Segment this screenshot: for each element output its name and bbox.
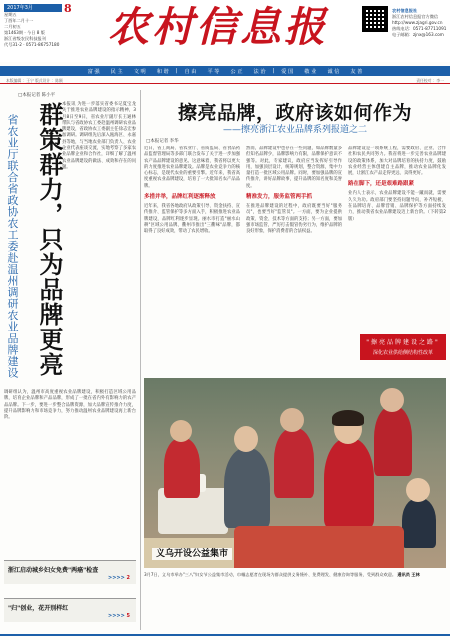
paragraph: 然而，品牌建设中也存在一些问题，如品牌数量多但知名品牌少，品牌影响力有限，品牌保护意识不强等。对此，专家建议，政府应当发挥好引导作用，加强顶层设计，统筹规划，整合资源，集中力量打造一批区域公用品牌。同时，要加强品牌的宣传推介，讲好品牌故事，提升品牌的知名度和美誉度。 [246,146,342,189]
arrow-icon: >>>> [108,613,125,619]
arrow-icon: >>>> [108,575,125,581]
value-item: 爱 国 [281,68,294,75]
value-item: 敬 业 [304,68,317,75]
site-name: 农村信息报社 [392,8,418,13]
left-subtitle: 省农业厅联合省政协农工委赴温州调研农业品牌建设 [6,114,19,379]
contact-line: 电子邮箱：zjnx@163.com [392,32,444,37]
promo-page-ref [108,613,130,619]
resident-figure [224,448,270,528]
separator: | [175,68,178,74]
child-figure [402,498,436,548]
masthead-line: 二月初五 [4,24,21,29]
volunteer-head [280,408,304,432]
value-item: 友 善 [350,68,363,75]
photo-note [144,572,446,578]
masthead-contact [392,8,448,38]
newspaper-logo: 农村信息报 [108,3,328,51]
core-values-bar [0,66,450,76]
value-item: 法 治 [253,68,266,75]
masthead-line: 代号31-2 · 0571-86757180 [4,42,60,47]
resident-head [234,426,258,452]
masthead-line: 浙江省级农民科技报刊 [4,36,46,41]
section-heading: 精准发力，服务监管两手抓 [246,194,313,201]
page-number: 8 [64,2,72,15]
proofreader-credit: 责任校对 ：李一 [416,78,444,83]
value-item: 诚 信 [327,68,340,75]
volunteer-head [170,420,192,442]
red-cloth [234,526,404,568]
contact-line: 热线电话：0571-87711091 [392,26,447,31]
volunteer-figure [274,428,314,498]
paragraph: 业内人士表示，农业品牌建设不能一蹴而就，需要久久为功。政府部门要坚持问题导向，补齐短板，在品牌培育、品牌营销、品牌保护等方面持续发力，推动我省农业品牌建设迈上新台阶。（下转第2版） [348,191,446,222]
left-body-continued: 调研组认为，温州市高度重视农业品牌建设，积极打造区域公用品牌，培育企业品牌和产品品牌，形成了一批在省内外有影响力的农产品品牌。下一步，要进一步整合品牌资源，加大品牌宣传推介力度，提升品牌影响力和市场竞争力，努力推动温州农业品牌建设再上新台阶。 [4,390,136,421]
banner-subtitle: 深化农业供给侧结构性改革 [372,350,433,356]
article-column-2 [246,146,342,346]
promo-title: "归"创业，花开别样红 [8,605,69,612]
main-headline: 擦亮品牌，政府该如何作为 [177,102,412,124]
news-photo [144,378,446,568]
promo-link-2[interactable] [4,598,136,622]
separator: | [272,68,275,74]
promo-page-ref [108,575,130,581]
column-divider [140,90,141,630]
section-heading: 路在脚下，还是艰难路跟紧 [348,181,415,188]
paragraph: 品牌建设是一项系统工程，需要政府、企业、合作社和农民共同努力。我省将进一步完善农业品牌建设的政策体系，加大对品牌培育的扶持力度，鼓励农业经营主体创建自主品牌，推动农业品牌化发展，让浙江农产品走得更远、卖得更好。 [348,146,446,177]
masthead-line: 星期五 [4,12,17,17]
left-headline: 群策群力，只为品牌更亮 [35,102,64,377]
editor-line [0,78,450,84]
volunteer-figure [164,438,200,498]
promo-page-number: 2 [126,575,130,581]
contact-line: http://www.zjagri.gov.cn [392,20,443,25]
article-column-1 [144,146,240,346]
section-heading: 多措并举，品牌红利逐渐释放 [144,194,216,201]
main-byline: □本报记者 李华 [146,139,179,144]
promo-page-number: 5 [126,613,130,619]
volunteer-hair [332,410,364,426]
issue-date: 2017年3月 [4,4,62,12]
value-item: 民 主 [110,68,123,75]
article-column-3 [348,146,446,366]
paragraph: 在推进品牌建设的过程中，政府既要当好"服务员"，也要当好"监管员"。一方面，要为企业提供政策、资金、技术等方面的支持；另一方面，要加强市场监管，严厉打击假冒伪劣行为，维护品牌的良好形象，保护消费者的合法权益。 [246,204,342,235]
volunteer-figure [374,406,412,476]
main-subtitle: ——擦亮浙江农业品牌系列报道之二 [222,125,367,135]
value-item: 公 正 [230,68,243,75]
value-item: 自 由 [184,68,197,75]
promo-title: 浙江启动城乡妇女免费"两癌"检查 [8,567,99,574]
editor-credit: 本版编辑 ：王宁 版式设计 ：陈颖 [6,78,63,83]
paragraph: 近日，省工商局、省农业厅、省质监局、省食品药品监督管理局等多部门联合发布了关于进一步加强农产品品牌建设的意见。这意味着，我省将以更大的力度推进农业品牌建设。品牌是农业竞争力的核心标志，是现代农业的重要引擎。近年来，我省高度重视农业品牌建设，培育了一大批知名农产品品牌。 [144,146,240,189]
series-banner [360,334,446,360]
value-item: 富 强 [87,68,100,75]
banner-title: "擦亮品牌建设之路" [366,339,440,346]
value-item: 文 明 [133,68,146,75]
photographer-credit: 通讯员 王林 [397,572,420,577]
masthead [0,0,450,62]
masthead-info [4,4,90,48]
contact-line: 浙江农村信息报官方微信 [392,14,439,19]
photo-caption: 义乌开设公益集市 [152,548,232,560]
volunteer-figure [324,438,374,528]
child-head [406,478,430,502]
paragraph: 近年来，我省各地政府从政策引导、资金扶持、宣传推介、监管保护等多方面入手，积极推进农业品牌建设，品牌红利逐步显现。丽水市打造"丽水山耕"区域公用品牌，衢州市推出"三衢味"品牌，都取得了良好成效，带动了农民增收。 [144,204,240,235]
value-item: 平 等 [207,68,220,75]
bottom-rule [0,634,450,636]
left-body: 本报讯 为进一步落实省委书记夏宝龙关于推进农业品牌建设的指示精神，3月8日至9日，省农业厅副厅长王通林带队与省政协农工委赴温州调研农业品牌建设，省政协农工委副主任徐志宏参加调研。调研组先后深入瓯海区、永嘉县等地，与当地农业部门负责人、农业企业代表座谈交流，实地考察了多家农业品牌企业和合作社，详细了解了温州农业品牌建设的做法、成效和存在的问题。 [62,102,136,170]
left-story [4,90,136,630]
masthead-line: 第1463期 · 今日 8 版 [4,30,45,35]
volunteer-head [380,388,404,412]
photo-description: 3月7日，义乌市举办"三八"妇女节公益集市活动，巾帼志愿者在现场为群众提供义务缝补、免费理发、健康咨询等服务，受到群众欢迎。 [144,572,397,577]
value-item: 和 谐 [156,68,169,75]
main-story [144,88,446,636]
left-author: □本报记者 陈小平 [18,93,56,98]
promo-link-1[interactable] [4,560,136,584]
qr-code-icon [362,6,388,32]
masthead-line: 丁酉年二月十一 [4,18,34,23]
